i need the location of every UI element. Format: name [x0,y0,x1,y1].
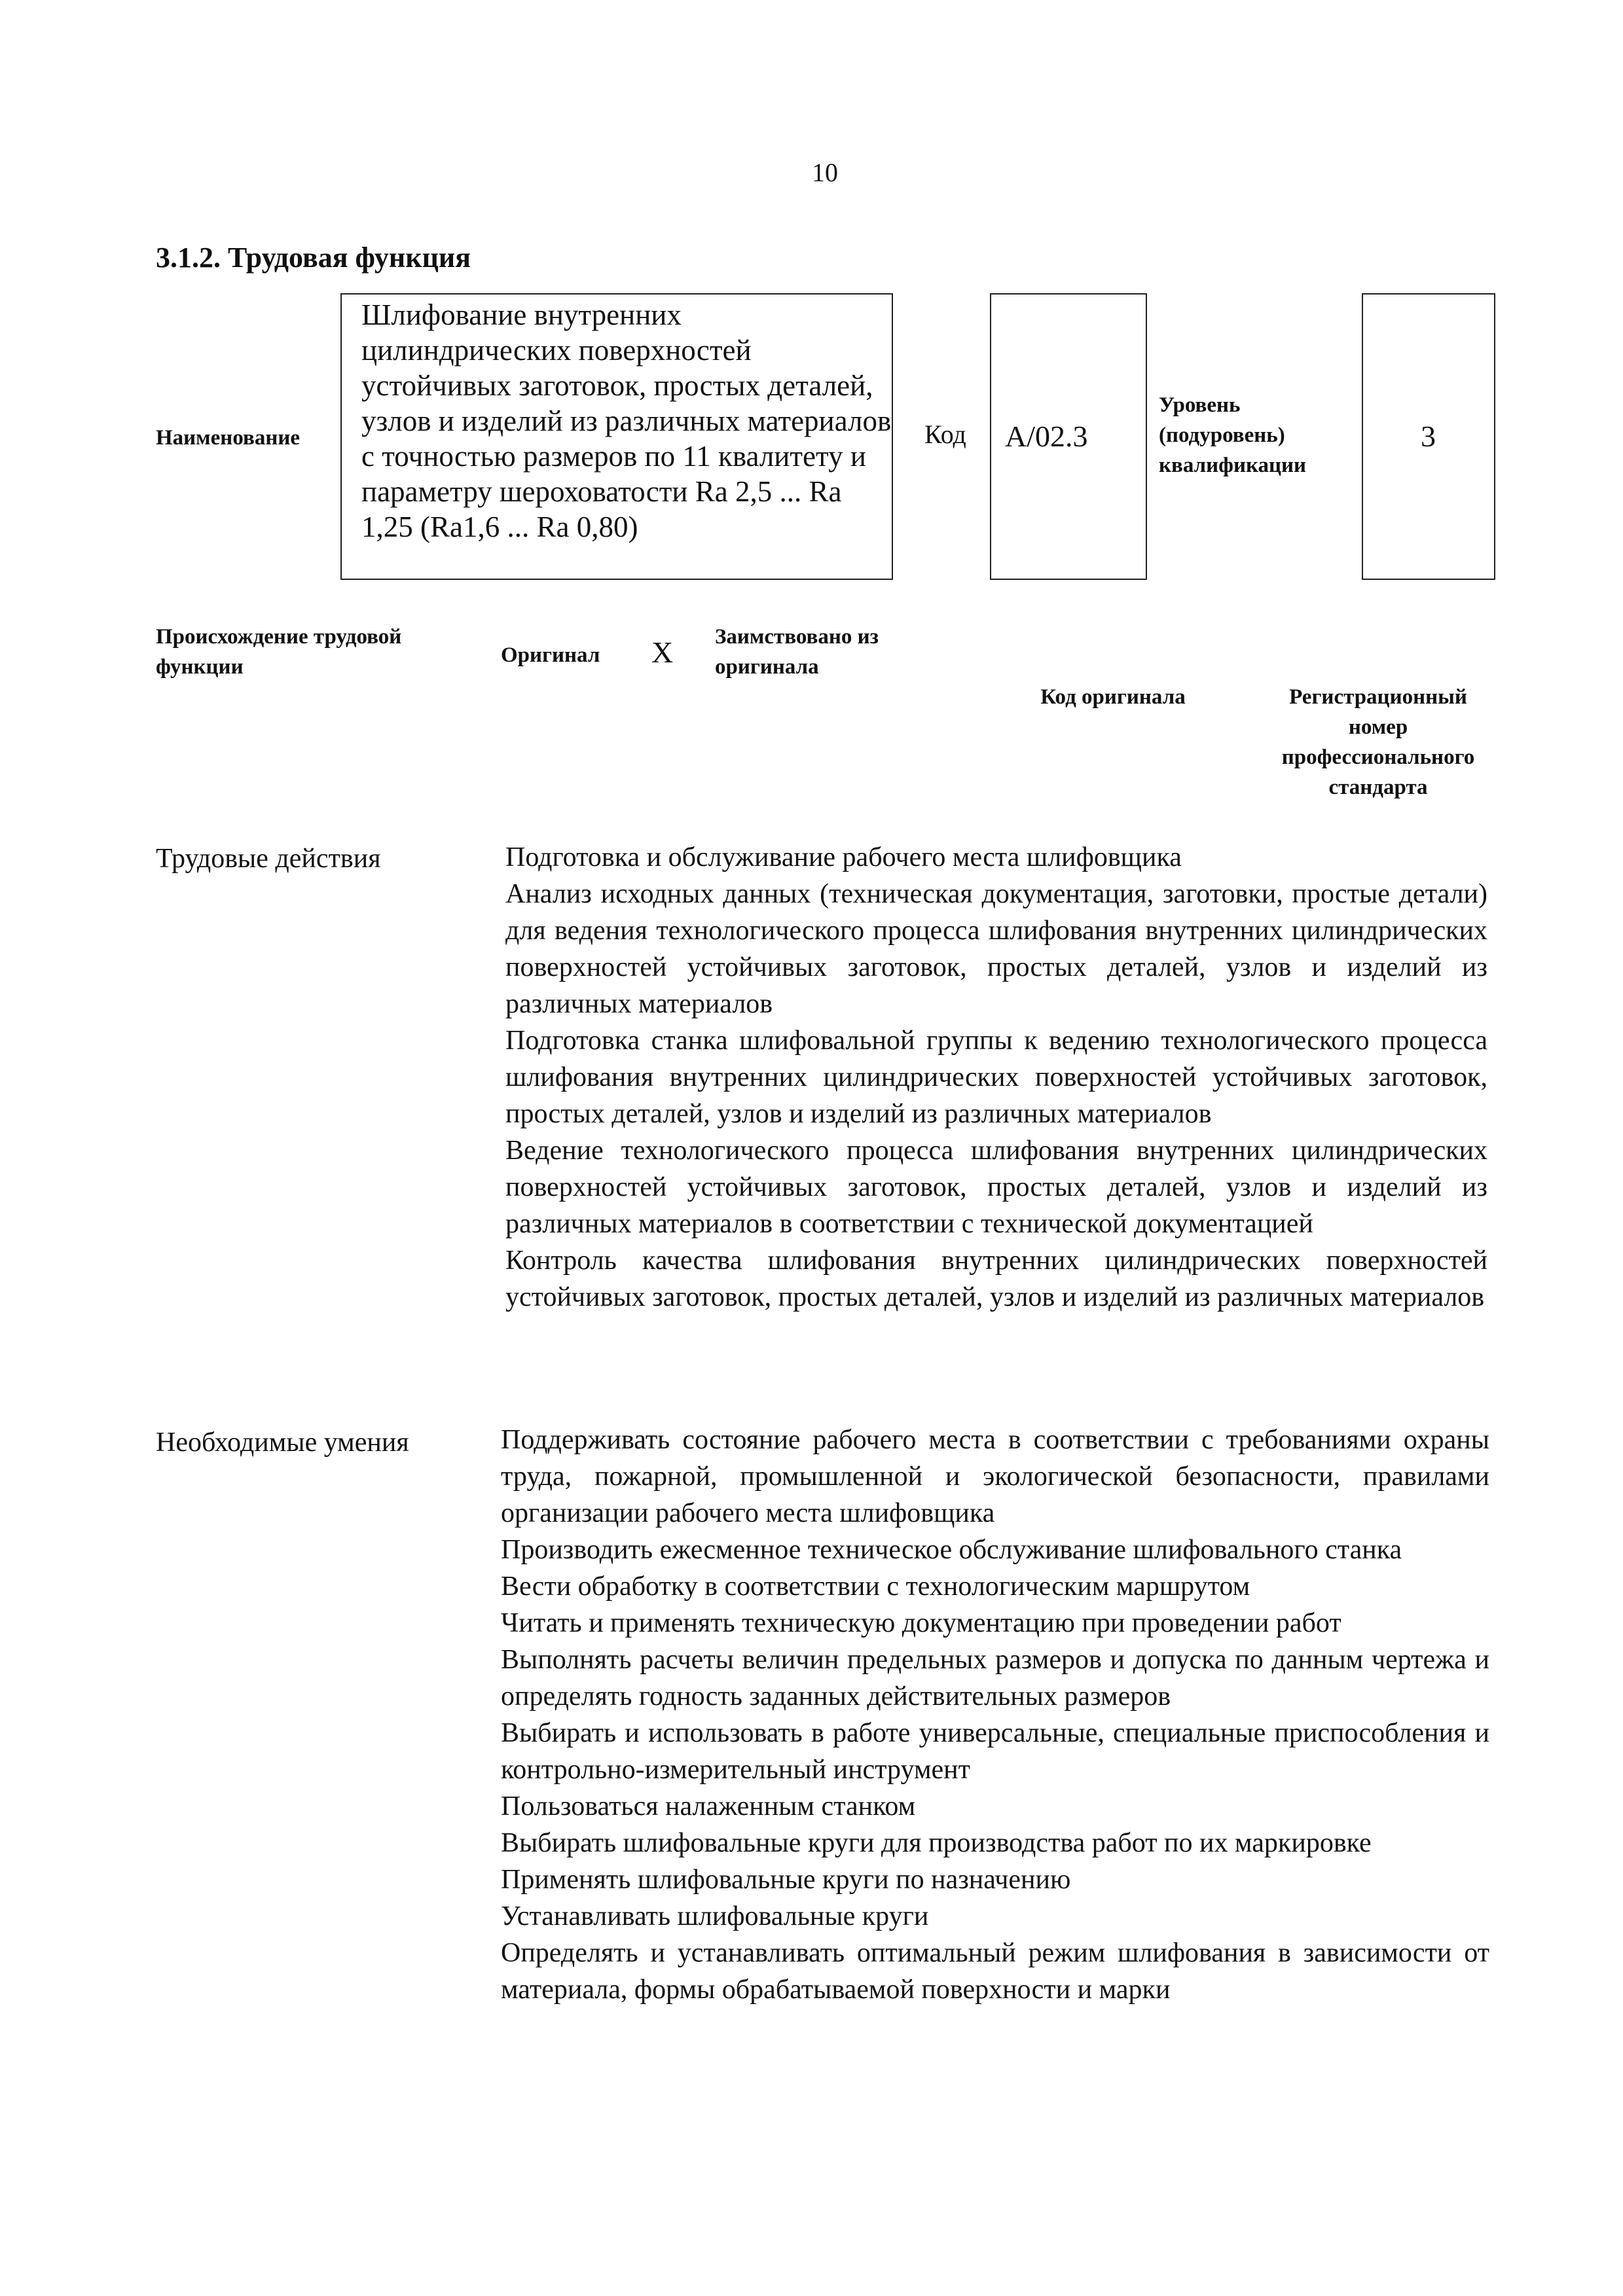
skills-label: Необходимые умения [156,1427,409,1458]
skills-list [501,1422,1489,2008]
list-item: Читать и применять техническую документацию при проведении работ [501,1608,1341,1638]
page-number: 10 [812,158,838,187]
list-item: Подготовка станка шлифовальной группы к ведению технологического процесса шлифования внутренних цилиндрических поверхностей устойчивых заготовок, простых деталей, узлов и изделий из различных материалов [505,1026,1487,1129]
list-item: Устанавливать шлифовальные круги [501,1901,929,1931]
level-label: Уровень (подуровень) квалификации [1159,393,1307,477]
borrowed-label: Заимствовано из оригинала [715,625,879,679]
section-title: 3.1.2. Трудовая функция [156,242,471,274]
list-item: Выполнять расчеты величин предельных размеров и допуска по данным чертежа и определять годность заданных действительных размеров [501,1645,1489,1712]
list-item: Производить ежесменное техническое обслуживание шлифовального станка [501,1535,1402,1565]
origin-label: Происхождение трудовой функции [156,625,402,679]
list-item: Ведение технологического процесса шлифования внутренних цилиндрических поверхностей устойчивых заготовок, простых деталей, узлов и изделий из различных материалов в соответствии с технической документацией [505,1136,1487,1239]
code-value: А/02.3 [1005,420,1088,453]
reg-number-label: Регистрационный номер профессионального стандарта [1281,685,1475,799]
original-mark: X [651,636,674,669]
name-label: Наименование [156,426,300,450]
list-item: Применять шлифовальные круги по назначению [501,1865,1071,1895]
list-item: Поддерживать состояние рабочего места в соответствии с требованиями охраны труда, пожарной, промышленной и экологической безопасности, правилами организации рабочего места шлифовщика [501,1425,1489,1528]
list-item: Анализ исходных данных (техническая документация, заготовки, простые детали) для ведения технологического процесса шлифования внутренних цилиндрических поверхностей устойчивых заготовок, простых деталей, узлов и изделий из различных материалов [505,879,1487,1019]
function-name-box [340,293,893,580]
list-item: Выбирать и использовать в работе универсальные, специальные приспособления и контрольно-измерительный инструмент [501,1718,1489,1785]
labor-actions-label: Трудовые действия [156,844,381,874]
list-item: Подготовка и обслуживание рабочего места шлифовщика [505,842,1182,872]
list-item: Контроль качества шлифования внутренних цилиндрических поверхностей устойчивых заготовок, простых деталей, узлов и изделий из различных материалов [505,1246,1487,1312]
code-original-label: Код оригинала [1040,685,1186,709]
list-item: Вести обработку в соответствии с технологическим маршрутом [501,1571,1250,1602]
list-item: Выбирать шлифовальные круги для производства работ по их маркировке [501,1828,1372,1858]
list-item: Пользоваться налаженным станком [501,1791,916,1821]
labor-actions-list [505,839,1487,1316]
level-value: 3 [1421,420,1436,453]
function-name-text: Шлифование внутренних цилиндрических поверхностей устойчивых заготовок, простых деталей, узлов и изделий из различных материалов с точностью размеров по 11 квалитету и параметру шероховатости Ra 2,5 ... Ra 1,25 (Ra1,6 ... Ra 0,80) [361,298,892,543]
code-label: Код [924,420,966,449]
list-item: Определять и устанавливать оптимальный режим шлифования в зависимости от материала, формы обрабатываемой поверхности и марки [501,1938,1489,2005]
original-label: Оригинал [501,643,600,667]
